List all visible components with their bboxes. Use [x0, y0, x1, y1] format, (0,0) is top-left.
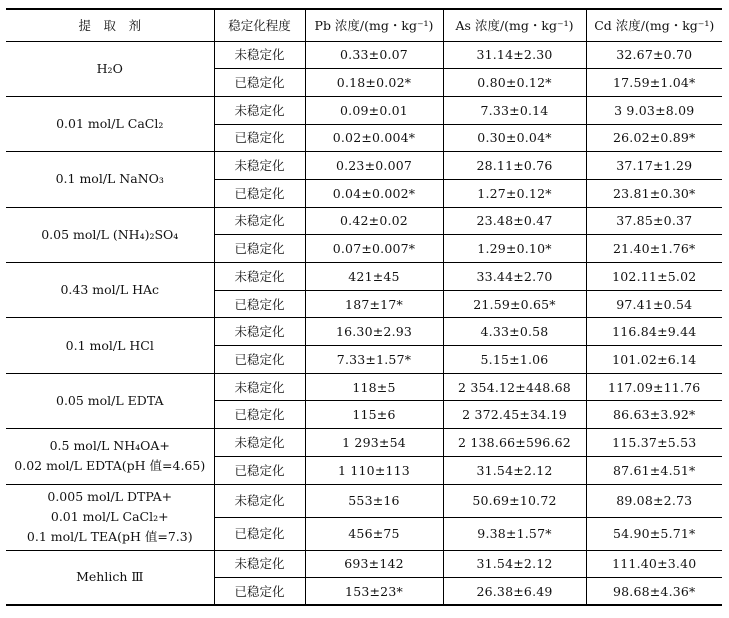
stabilization-state-cell: 未稳定化 — [214, 152, 305, 180]
cd-value-cell: 32.67±0.70 — [586, 41, 722, 69]
as-value-cell: 1.29±0.10* — [443, 235, 586, 263]
extractant-label: 0.02 mol/L EDTA(pH 值=4.65) — [14, 458, 206, 474]
pb-value-cell: 1 110±113 — [305, 456, 443, 484]
extractant-cell — [6, 207, 214, 262]
pb-value-cell: 693±142 — [305, 550, 443, 578]
stabilization-state-cell: 未稳定化 — [214, 41, 305, 69]
as-value-cell: 0.30±0.04* — [443, 124, 586, 152]
as-value-cell: 2 138.66±596.62 — [443, 429, 586, 457]
as-value-cell: 2 354.12±448.68 — [443, 373, 586, 401]
header-pb-concentration: Pb 浓度/(mg・kg⁻¹) — [305, 9, 443, 41]
cd-value-cell: 102.11±5.02 — [586, 263, 722, 291]
pb-value-cell: 7.33±1.57* — [305, 346, 443, 374]
header-as-concentration: As 浓度/(mg・kg⁻¹) — [443, 9, 586, 41]
extractant-label: 0.1 mol/L HCl — [65, 337, 154, 353]
extractant-label: 0.05 mol/L (NH₄)₂SO₄ — [41, 226, 179, 242]
pb-value-cell: 118±5 — [305, 373, 443, 401]
extractant-cell — [6, 550, 214, 605]
cd-value-cell: 111.40±3.40 — [586, 550, 722, 578]
extractant-label: 0.1 mol/L TEA(pH 值=7.3) — [26, 529, 193, 544]
cd-value-cell: 37.85±0.37 — [586, 207, 722, 235]
pb-value-cell: 0.07±0.007* — [305, 235, 443, 263]
pb-value-cell: 0.04±0.002* — [305, 179, 443, 207]
cd-value-cell: 97.41±0.54 — [586, 290, 722, 318]
stabilization-state-cell: 已稳定化 — [214, 69, 305, 97]
as-value-cell: 1.27±0.12* — [443, 179, 586, 207]
cd-value-cell: 116.84±9.44 — [586, 318, 722, 346]
stabilization-state-cell: 已稳定化 — [214, 401, 305, 429]
cd-value-cell: 115.37±5.53 — [586, 429, 722, 457]
cd-value-cell: 101.02±6.14 — [586, 346, 722, 374]
extractant-cell — [6, 41, 214, 96]
cd-value-cell: 21.40±1.76* — [586, 235, 722, 263]
table-row — [6, 207, 722, 235]
stabilization-state-cell: 未稳定化 — [214, 207, 305, 235]
table-row — [6, 484, 722, 517]
extractant-cell — [6, 263, 214, 318]
pb-value-cell: 553±16 — [305, 484, 443, 517]
pb-value-cell: 0.02±0.004* — [305, 124, 443, 152]
as-value-cell: 9.38±1.57* — [443, 517, 586, 550]
extractant-label: 0.1 mol/L NaNO₃ — [55, 171, 164, 187]
extractant-cell — [6, 484, 214, 550]
table-row — [6, 318, 722, 346]
pb-value-cell: 187±17* — [305, 290, 443, 318]
as-value-cell: 50.69±10.72 — [443, 484, 586, 517]
stabilization-state-cell: 未稳定化 — [214, 263, 305, 291]
stabilization-state-cell: 已稳定化 — [214, 235, 305, 263]
pb-value-cell: 153±23* — [305, 578, 443, 606]
extractant-label: 0.005 mol/L DTPA+ — [47, 489, 173, 504]
stabilization-state-cell: 未稳定化 — [214, 318, 305, 346]
as-value-cell: 26.38±6.49 — [443, 578, 586, 606]
extractant-label: H₂O — [96, 60, 123, 76]
extractant-cell — [6, 96, 214, 151]
pb-value-cell: 456±75 — [305, 517, 443, 550]
pb-value-cell: 421±45 — [305, 263, 443, 291]
table-row — [6, 152, 722, 180]
pb-value-cell: 0.09±0.01 — [305, 96, 443, 124]
cd-value-cell: 117.09±11.76 — [586, 373, 722, 401]
as-value-cell: 21.59±0.65* — [443, 290, 586, 318]
table-row — [6, 263, 722, 291]
pb-value-cell: 0.42±0.02 — [305, 207, 443, 235]
stabilization-state-cell: 已稳定化 — [214, 517, 305, 550]
header-extractant: 提 取 剂 — [6, 9, 214, 41]
extractant-cell — [6, 152, 214, 207]
stabilization-state-cell: 已稳定化 — [214, 179, 305, 207]
stabilization-state-cell: 未稳定化 — [214, 373, 305, 401]
pb-value-cell: 0.18±0.02* — [305, 69, 443, 97]
header-stabilization-degree: 稳定化程度 — [214, 9, 305, 41]
as-value-cell: 4.33±0.58 — [443, 318, 586, 346]
stabilization-state-cell: 未稳定化 — [214, 484, 305, 517]
stabilization-state-cell: 已稳定化 — [214, 456, 305, 484]
stabilization-state-cell: 未稳定化 — [214, 550, 305, 578]
table-header — [6, 9, 722, 41]
cd-value-cell: 86.63±3.92* — [586, 401, 722, 429]
cd-value-cell: 17.59±1.04* — [586, 69, 722, 97]
header-row — [6, 9, 722, 41]
as-value-cell: 31.14±2.30 — [443, 41, 586, 69]
table-body — [6, 41, 722, 605]
table-row — [6, 373, 722, 401]
table-row — [6, 96, 722, 124]
stabilization-state-cell: 已稳定化 — [214, 124, 305, 152]
table-row — [6, 550, 722, 578]
cd-value-cell: 89.08±2.73 — [586, 484, 722, 517]
cd-value-cell: 37.17±1.29 — [586, 152, 722, 180]
cd-value-cell: 54.90±5.71* — [586, 517, 722, 550]
extractant-cell — [6, 429, 214, 484]
stabilization-state-cell: 未稳定化 — [214, 429, 305, 457]
as-value-cell: 31.54±2.12 — [443, 550, 586, 578]
cd-value-cell: 26.02±0.89* — [586, 124, 722, 152]
extractant-label: 0.5 mol/L NH₄OA+ — [49, 438, 170, 454]
extractant-label: 0.43 mol/L HAc — [60, 282, 160, 298]
pb-value-cell: 16.30±2.93 — [305, 318, 443, 346]
stabilization-state-cell: 已稳定化 — [214, 346, 305, 374]
header-cd-concentration: Cd 浓度/(mg・kg⁻¹) — [586, 9, 722, 41]
extractant-label: 0.01 mol/L CaCl₂+ — [50, 509, 169, 524]
extractant-label: 0.05 mol/L EDTA — [56, 392, 164, 408]
table-row — [6, 41, 722, 69]
as-value-cell: 33.44±2.70 — [443, 263, 586, 291]
cd-value-cell: 3 9.03±8.09 — [586, 96, 722, 124]
stabilization-state-cell: 已稳定化 — [214, 578, 305, 606]
cd-value-cell: 98.68±4.36* — [586, 578, 722, 606]
table-row — [6, 429, 722, 457]
as-value-cell: 7.33±0.14 — [443, 96, 586, 124]
stabilization-state-cell: 已稳定化 — [214, 290, 305, 318]
extractant-cell — [6, 373, 214, 428]
as-value-cell: 0.80±0.12* — [443, 69, 586, 97]
pb-value-cell: 0.23±0.007 — [305, 152, 443, 180]
as-value-cell: 5.15±1.06 — [443, 346, 586, 374]
stabilization-state-cell: 未稳定化 — [214, 96, 305, 124]
cd-value-cell: 87.61±4.51* — [586, 456, 722, 484]
pb-value-cell: 1 293±54 — [305, 429, 443, 457]
as-value-cell: 2 372.45±34.19 — [443, 401, 586, 429]
extraction-table-container — [6, 8, 722, 606]
extraction-concentration-table — [6, 8, 722, 606]
pb-value-cell: 115±6 — [305, 401, 443, 429]
as-value-cell: 28.11±0.76 — [443, 152, 586, 180]
extractant-cell — [6, 318, 214, 373]
pb-value-cell: 0.33±0.07 — [305, 41, 443, 69]
as-value-cell: 31.54±2.12 — [443, 456, 586, 484]
as-value-cell: 23.48±0.47 — [443, 207, 586, 235]
extractant-label: Mehlich Ⅲ — [76, 569, 144, 585]
cd-value-cell: 23.81±0.30* — [586, 179, 722, 207]
extractant-label: 0.01 mol/L CaCl₂ — [56, 116, 164, 132]
